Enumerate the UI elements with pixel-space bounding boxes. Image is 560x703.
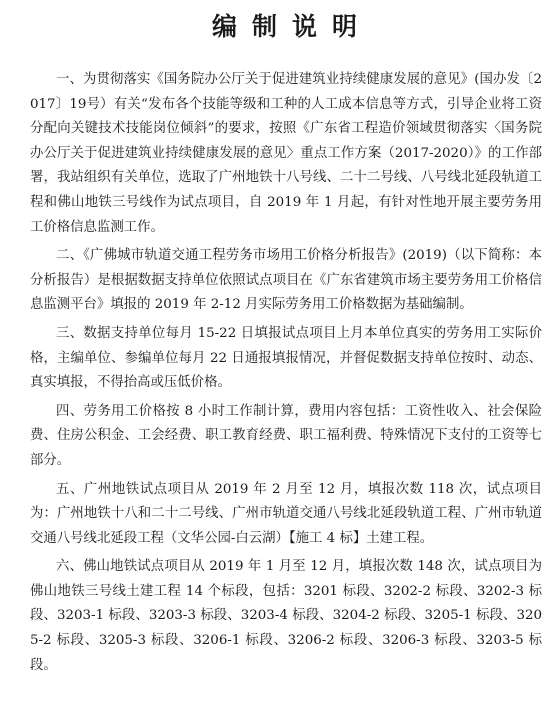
paragraph-5: 五、广州地铁试点项目从 2019 年 2 月至 12 月，填报次数 118 次，试点项目为：广州地铁十八和二十二号线、广州市轨道交通八号线北延段轨道工程、广州市轨道交通八号线北延段工程（文华公园-白云湖）【施工 4 标】土建工程。: [30, 481, 542, 546]
paragraph-3: 三、数据支持单位每月 15-22 日填报试点项目上月本单位真实的劳务用工实际价格，主编单位、参编单位每月 22 日通报填报情况，并督促数据支持单位按时、动态、真实填报，不得抬高或压低价格。: [30, 325, 542, 391]
page-title: 编制说明: [211, 12, 372, 41]
paragraph-6: 六、佛山地铁试点项目从 2019 年 1 月至 12 月，填报次数 148 次，试点项目为佛山地铁三号线土建工程 14 个标段，包括：3201 标段、3202-2 标段、3202-3 标段、3203-1 标段、3203-3 标段、3203-4 标段、3204-2 标段、3205-1 标段、3205-2 标段、3205-3 标段、3206-1 标段、3206-2 标段、3206-3 标段、3203-5 标段。: [30, 559, 542, 673]
paragraph-1: 一、为贯彻落实《国务院办公厅关于促进建筑业持续健康发展的意见》(国办发〔2017〕19号）有关“发布各个技能等级和工种的人工成本信息等方式，引导企业将工资分配向关键技术技能岗位倾斜”的要求，按照《广东省工程造价领域贯彻落实〈国务院办公厅关于促进建筑业持续健康发展的意见〉重点工作方案（2017-2020）》的工作部署，我站组织有关单位，选取了广州地铁十八号线、二十二号线、八号线北延段轨道工程和佛山地铁三号线作为试点项目，自 2019 年 1 月起，有针对性地开展主要劳务用工价格信息监测工作。: [30, 72, 542, 235]
paragraph-2: 二、《广佛城市轨道交通工程劳务市场用工价格分析报告》(2019)（以下简称：本分析报告）是根据数据支持单位依照试点项目在《广东省建筑市场主要劳务用工价格信息监测平台》填报的 2019 年 2-12 月实际劳务用工价格数据为基础编制。: [30, 248, 542, 313]
paragraph-4: 四、劳务用工价格按 8 小时工作制计算，费用内容包括：工资性收入、社会保险费、住房公积金、工会经费、职工教育经费、职工福利费、特殊情况下支付的工资等七部分。: [30, 403, 542, 468]
document-body: [30, 68, 542, 678]
